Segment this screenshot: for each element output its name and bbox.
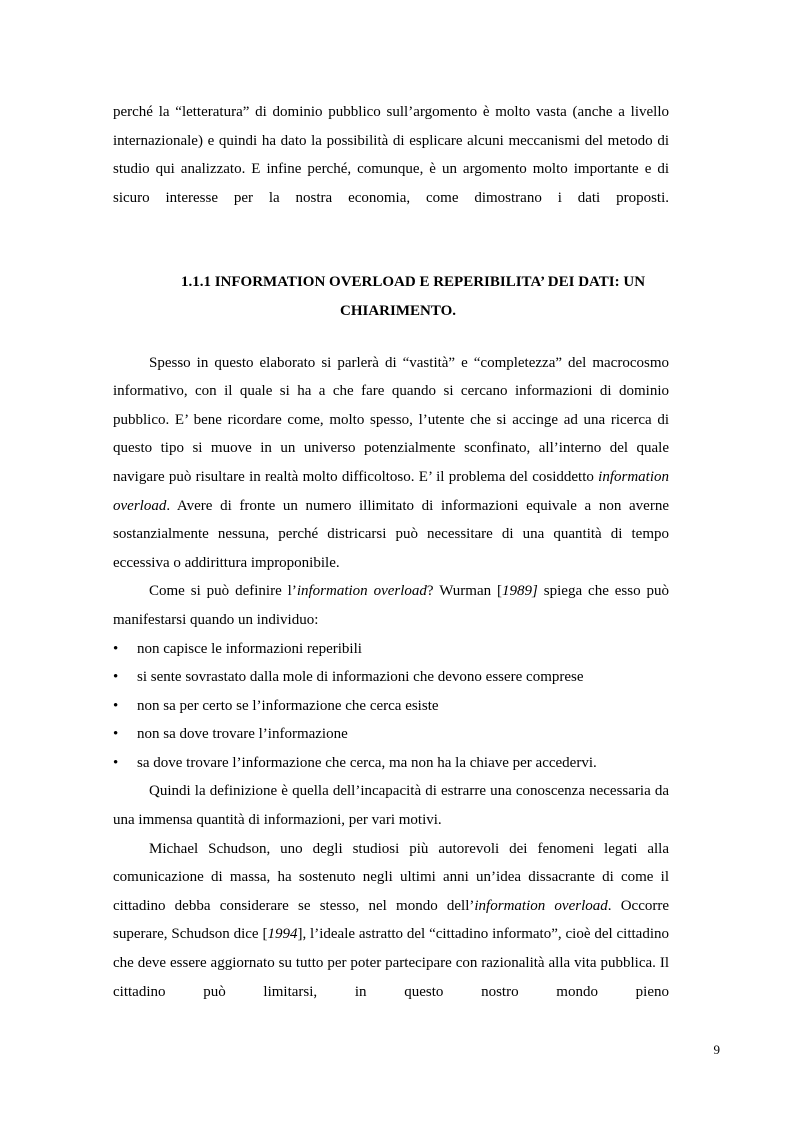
paragraph-4-emphasis-2: 1994: [267, 926, 298, 943]
list-item-text: non capisce le informazioni reperibili: [137, 640, 362, 657]
paragraph-intro: [113, 98, 669, 212]
paragraph-1-text-a: Spesso in questo elaborato si parlerà di “vastità” e “completezza” del macrocosmo informativo, con il quale si ha a che fare quando si cercano informazioni di dominio pubblico. E’ bene ricordare come, molto spesso, l’utente che si accinge ad una ricerca di questo tipo si muove in un universo potenzialmente sconfinato, all’interno del quale navigare può risultare in realtà molto difficoltoso. E’ il problema del cosiddetto: [113, 354, 669, 485]
paragraph-1-text-b: . Avere di fronte un numero illimitato di informazioni equivale a non averne sostanzialmente nessuna, perché districarsi può necessitare di una quantità di tempo eccessiva o addirittura improponibile.: [113, 497, 669, 571]
list-item: [113, 663, 669, 692]
list-item: [113, 635, 669, 664]
paragraph-3: [113, 777, 669, 834]
paragraph-1-emphasis: information overload: [113, 468, 669, 514]
section-heading-line1: 1.1.1 INFORMATION OVERLOAD E REPERIBILITA’ DEI DATI: UN: [180, 274, 646, 291]
bullet-icon: •: [113, 754, 119, 771]
bullet-icon: •: [113, 726, 119, 743]
list-item: [113, 749, 669, 778]
bullet-list: [113, 635, 669, 778]
list-item-text: non sa per certo se l’informazione che cerca esiste: [137, 697, 439, 714]
list-item-text: sa dove trovare l’informazione che cerca, ma non ha la chiave per accedervi.: [137, 754, 597, 771]
paragraph-2-text-b: ? Wurman [: [426, 583, 503, 600]
paragraph-4: [113, 835, 669, 1007]
page-body: [113, 98, 669, 1006]
paragraph-2-emphasis-2: 1989]: [502, 583, 538, 600]
list-item-text: non sa dove trovare l’informazione: [137, 726, 348, 743]
bullet-icon: •: [113, 697, 119, 714]
list-item-text: si sente sovrastato dalla mole di informazioni che devono essere comprese: [137, 669, 584, 686]
paragraph-1: [113, 349, 669, 578]
paragraph-4-text-a: Michael Schudson, uno degli studiosi più autorevoli dei fenomeni legati alla comunicazione di massa, ha sostenuto negli ultimi anni un’idea dissacrante di come il cittadino debba considerare se stesso, nel mondo dell’: [113, 840, 669, 914]
bullet-icon: •: [113, 640, 119, 657]
paragraph-2-text-a: Come si può definire l’: [149, 583, 297, 600]
list-item: [113, 720, 669, 749]
paragraph-4-text-c: ], l’ideale astratto del “cittadino informato”, cioè del cittadino che deve essere aggiornato su tutto per poter partecipare con razionalità alla vita pubblica. Il cittadino può limitarsi, in questo nostro mondo pieno: [113, 926, 670, 1000]
section-heading-line2: CHIARIMENTO.: [340, 302, 456, 319]
paragraph-2-emphasis-1: information overload: [296, 583, 427, 600]
paragraph-4-emphasis-1: information overload: [474, 897, 608, 914]
list-item: [113, 692, 669, 721]
paragraph-intro-text: perché la “letteratura” di dominio pubblico sull’argomento è molto vasta (anche a livello internazionale) e quindi ha dato la possibilità di esplicare alcuni meccanismi del metodo di studio qui analizzato. E infine perché, comunque, è un argomento molto importante e di sicuro interesse per la nostra economia, come dimostrano i dati proposti.: [113, 104, 669, 206]
paragraph-2: [113, 577, 669, 634]
paragraph-3-text: Quindi la definizione è quella dell’incapacità di estrarre una conoscenza necessaria da una immensa quantità di informazioni, per vari motivi.: [113, 783, 669, 829]
page-number: 9: [713, 1042, 720, 1057]
section-heading: [113, 268, 669, 325]
bullet-icon: •: [113, 669, 119, 686]
paragraph-2-text-c: spiega che esso può manifestarsi quando un individuo:: [113, 583, 670, 628]
paragraph-4-text-b: . Occorre superare, Schudson dice [: [113, 897, 669, 943]
